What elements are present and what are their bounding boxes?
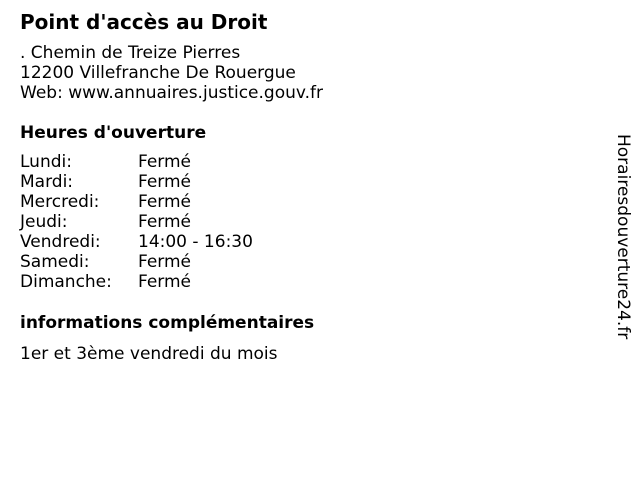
additional-info-heading: informations complémentaires [20, 313, 315, 333]
opening-hours-heading: Heures d'ouverture [20, 123, 207, 143]
hours-row-sunday [20, 272, 420, 292]
hours-row-thursday [20, 212, 420, 232]
day-label: Jeudi: [20, 212, 68, 232]
vertical-brand-watermark: Horairesdouverture24.fr [613, 134, 633, 340]
hours-row-tuesday [20, 172, 420, 192]
day-label: Mardi: [20, 172, 74, 192]
hours-row-saturday [20, 252, 420, 272]
day-label: Samedi: [20, 252, 90, 272]
hours-value: Fermé [138, 252, 192, 272]
address-block [20, 43, 323, 103]
address-line-street: . Chemin de Treize Pierres [20, 43, 241, 63]
website-link[interactable]: Web: www.annuaires.justice.gouv.fr [20, 83, 324, 103]
hours-row-monday [20, 152, 420, 172]
hours-value: Fermé [138, 152, 192, 172]
hours-value: Fermé [138, 272, 192, 292]
hours-row-wednesday [20, 192, 420, 212]
page-title: Point d'accès au Droit [20, 10, 268, 34]
hours-value: 14:00 - 16:30 [138, 232, 253, 252]
hours-value: Fermé [138, 192, 192, 212]
day-label: Dimanche: [20, 272, 112, 292]
hours-row-friday [20, 232, 420, 252]
opening-hours-list [20, 152, 420, 292]
day-label: Lundi: [20, 152, 72, 172]
hours-value: Fermé [138, 172, 192, 192]
additional-info-text: 1er et 3ème vendredi du mois [20, 344, 278, 364]
address-line-city: 12200 Villefranche De Rouergue [20, 63, 296, 83]
day-label: Mercredi: [20, 192, 100, 212]
hours-value: Fermé [138, 212, 192, 232]
day-label: Vendredi: [20, 232, 101, 252]
